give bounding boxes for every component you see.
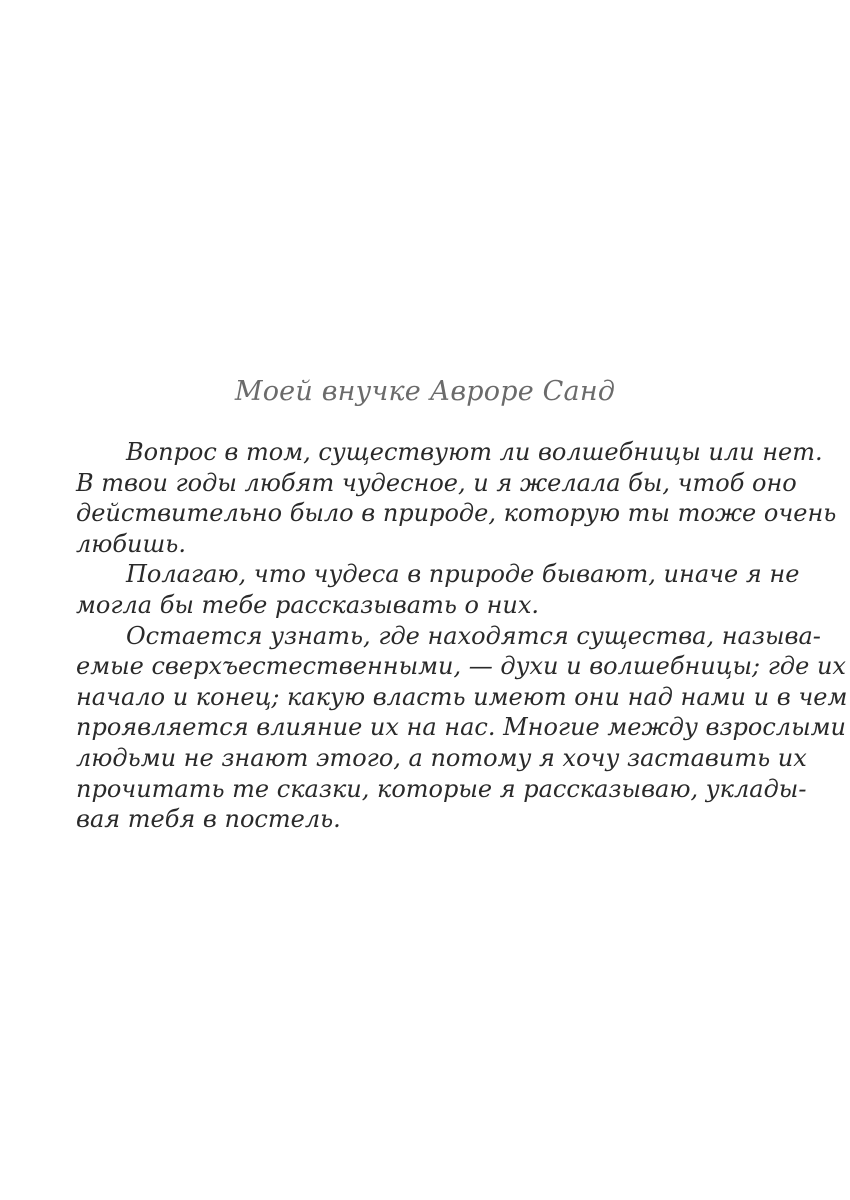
text-line: начало и конец; какую власть имеют они над нами и в чем <box>76 682 848 711</box>
text-line: Полагаю, что чудеса в природе бывают, иначе я не <box>126 560 800 589</box>
text-line: проявляется влияние их на нас. Многие между взрослыми <box>76 713 846 742</box>
paragraph-3 <box>76 621 848 835</box>
text-line: людьми не знают этого, а потому я хочу заставить их <box>76 743 807 772</box>
text-line: вая тебя в постель. <box>76 805 341 834</box>
text-line: В твои годы любят чудесное, и я желала бы, чтоб оно <box>76 468 797 497</box>
text-line: Вопрос в том, существуют ли волшебницы или нет. <box>126 438 823 466</box>
paragraph-1 <box>76 437 837 559</box>
text-line: любишь. <box>76 529 186 558</box>
body-text <box>76 437 848 835</box>
dedication-heading: Моей внучке Авроре Санд <box>234 376 616 407</box>
paragraph-2 <box>76 559 800 620</box>
text-line: Остается узнать, где находятся существа, называ- <box>126 621 821 650</box>
text-line: емые сверхъестественными, — духи и волшебницы; где их <box>76 652 846 681</box>
text-line: прочитать те сказки, которые я рассказываю, уклады- <box>76 774 807 803</box>
text-line: могла бы тебе рассказывать о них. <box>76 590 540 619</box>
text-line: действительно было в природе, которую ты тоже очень <box>76 499 837 528</box>
